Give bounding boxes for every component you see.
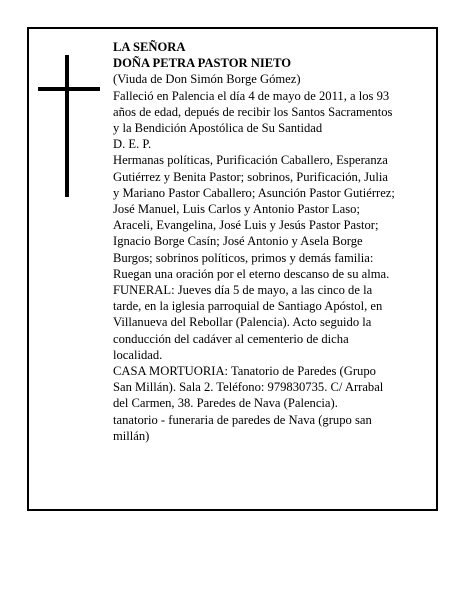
- obituary-text: [113, 39, 431, 444]
- funeral-home-line: CASA MORTUORIA: Tanatorio de Paredes (Grupo: [113, 364, 376, 379]
- death-notice-line: años de edad, depués de recibir los Santos Sacramentos: [113, 104, 393, 119]
- family-line: Ignacio Borge Casín; José Antonio y Asela Borge: [113, 234, 363, 249]
- death-notice-line: Falleció en Palencia el día 4 de mayo de 2011, a los 93: [113, 88, 390, 103]
- cross-icon: [38, 55, 100, 197]
- family-line: Hermanas políticas, Purificación Caballero, Esperanza: [113, 153, 388, 168]
- obituary-heading-line-2: DOÑA PETRA PASTOR NIETO: [113, 56, 292, 71]
- funeral-line: tarde, en la iglesia parroquial de Santiago Apóstol, en: [113, 299, 383, 314]
- funeral-home-line: tanatorio - funeraria de paredes de Nava (grupo san: [113, 412, 372, 427]
- cross-horizontal-bar: [38, 87, 100, 91]
- funeral-line: conducción del cadáver al cementerio de dicha: [113, 331, 349, 346]
- funeral-line: Villanueva del Rebollar (Palencia). Acto seguido la: [113, 315, 372, 330]
- widow-of-line: (Viuda de Don Simón Borge Gómez): [113, 72, 301, 87]
- death-notice-line: y la Bendición Apostólica de Su Santidad: [113, 121, 323, 136]
- prayer-line: Ruegan una oración por el eterno descanso de su alma.: [113, 266, 390, 281]
- funeral-line: FUNERAL: Jueves día 5 de mayo, a las cinco de la: [113, 283, 373, 298]
- family-line: Gutiérrez y Benita Pastor; sobrinos, Purificación, Julia: [113, 169, 388, 184]
- family-line: Burgos; sobrinos políticos, primos y demás familia:: [113, 250, 374, 265]
- obituary-heading-line-1: LA SEÑORA: [113, 40, 186, 54]
- funeral-home-line: millán): [113, 428, 150, 443]
- family-line: José Manuel, Luis Carlos y Antonio Pastor Laso;: [113, 202, 360, 217]
- family-line: Araceli, Evangelina, José Luis y Jesús Pastor Pastor;: [113, 218, 379, 233]
- rip-line: D. E. P.: [113, 137, 152, 152]
- funeral-line: localidad.: [113, 347, 163, 362]
- funeral-home-line: del Carmen, 38. Paredes de Nava (Palencia).: [113, 396, 338, 411]
- funeral-home-line: San Millán). Sala 2. Teléfono: 979830735. C/ Arrabal: [113, 380, 384, 395]
- cross-vertical-bar: [65, 55, 69, 197]
- family-line: y Mariano Pastor Caballero; Asunción Pastor Gutiérrez;: [113, 185, 395, 200]
